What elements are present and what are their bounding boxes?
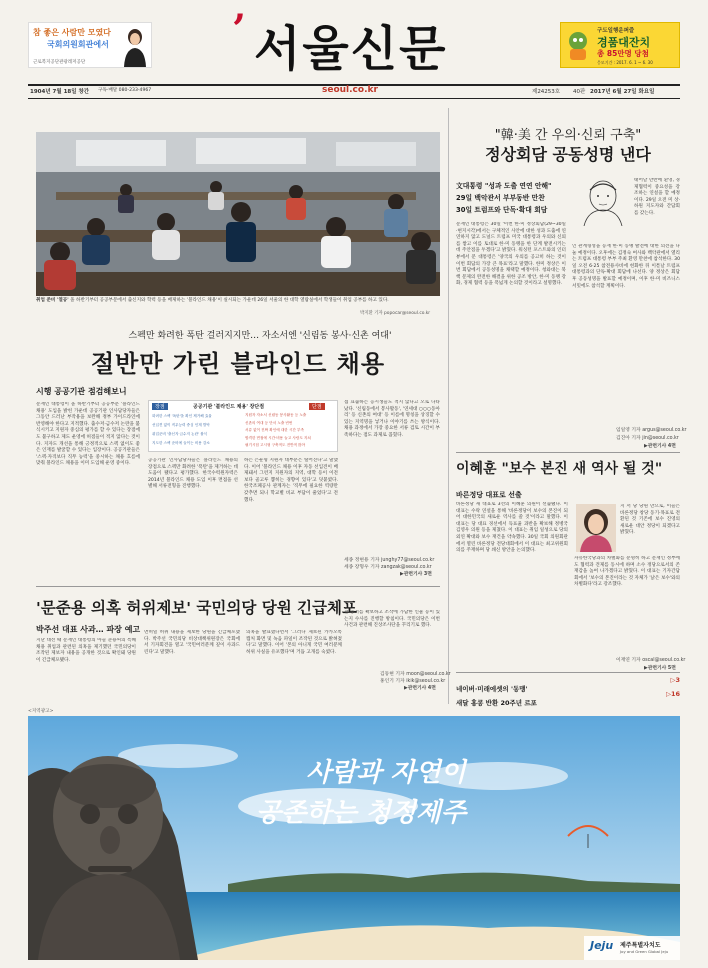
section-divider-right [456,452,680,453]
infobox-pro-label: 장점 [152,403,168,410]
index-item-page: ▷3 [670,676,680,684]
masthead-founded: 1904년 7월 18일 창간 [30,89,90,95]
right-story1-kicker: "韓·美 간 우의·신뢰 구축" [494,128,642,143]
pros-list [152,412,240,448]
right-story2-body-col2: 자유한국당과의 차별화를 분명히 하고 문재인 정부에도 협력과 견제를 동시에 하며 소수 정당으로서의 존재감을 높여 나가겠다고 밝혔다. 이 대표는 기자간담회에서 '보수의 본진이라는 것 자체가 '낡은 보수'와의 차별화다'라고 강조했다. [574,556,680,588]
right-story2-subhead: 바른정당 대표로 선출 [456,491,522,499]
ad-left-person-image [121,25,149,67]
masthead-pages: 40판 [573,89,586,95]
photo-caption-text: 올 하반기부터 공공부문에서 출신지와 학력 등을 배제하는 '블라인드 채용'이 실시되는 가운데 26일 서울의 한 대학 열람실에서 학생들이 취업 공부를 하고 있다. [70,298,389,303]
ad-left-headline: 참 좋은 사람만 모였다 [33,28,111,37]
right-story2-jump[interactable]: ▶관련기사 5면 [644,666,676,671]
top-story-byline-2: 세종 장형우 기자 zangzak@seoul.co.kr [344,565,432,570]
top-story-subhead: 시행 공공기관 점검해보니 [36,387,127,396]
pros-cons-infobox [148,400,338,452]
index-item-label: 새달 홍콩 반환 20주년 르포 [456,699,537,707]
right-story1-deck2: 29일 백악관서 부부동반 만찬 [456,194,545,202]
top-story-body-col3: 하는 은둔형 지원자 대부분은 떨어진다'고 말했다. 이어 '블라인드 채용 이후 자동 선입견이 배제돼서 그런지 지원자의 지역, 대학 등이 이전보다 골고루 뽑히는 경향이 있다'고 덧붙였다. 한국조폐공사 관계자는 '직무에 필요한 역량만 갖추면 되니 학교별 비교 부담이 줄었다'고 전했다. [244,458,338,503]
bottom-story-body-col1: 지난 대선 때 문재인 대통령의 아들 준용씨의 특혜채용 취업과 관련된 의혹을 제기했던 국민의당이 조작된 제보자 내용을 공개한 것으로 확인돼 당원이 긴급체포됐다. [36,638,136,663]
infobox-title: 공공기관 '블라인드 채용' 장단점 [193,404,265,410]
photo-caption [36,298,440,304]
pro-item: 선입견 없이 직무능력 중심 인재 발탁 [152,423,210,427]
infobox-con-label: 단점 [309,403,325,410]
top-story-body-col4: 접 표출하는 응시생들도 적지 않다고 오로 나타났다. '신림동에서 봉사활동', '연세대 ○○○동아리' 등 신촌의 여대' 등 이름에 명칭을 상징할 수 있는 지역명을 넣거나 이야기를 쓰는 방식이다. 채용 과정에서 가장 중요한 서류 검토 시간이 부족하다는 점도 과제로 꼽혔다. [344,400,440,438]
ad-left-subline: 국회의원회관에서 [47,40,109,49]
bottom-story-byline: 김동현 기자 moon@seoul.co.kr [380,672,451,677]
right-story1-headline[interactable]: 정상회담 공동성명 낸다 [485,145,651,164]
right-story2-byline: 이재연 기자 oscal@seoul.co.kr [616,658,686,663]
library-study-scene-image [36,132,440,296]
con-item: 합격한 면접에 시간·비용 늘고 사람도 지쳐 [245,435,311,440]
con-item: 서류 없이 진짜 확인에 대한 시간 부족 [245,428,304,432]
jeju-brand-name: 제주특별자치도 [620,942,661,949]
con-item: 신촌의 여대 등 단서 노출 빈번 [245,420,293,425]
photo-credit: 박지환 기자 popocar@seoul.co.kr [360,311,431,316]
masthead-subscription: 구독·배달 080-233-4967 [98,88,152,93]
con-item: 지원자 자소서 신림동 봉사활동 등 노출 [245,413,307,417]
bottom-story-body-col3: 의혹을 발표했다면서 '그러나 제보된 카카오톡 캡처 화면 및 녹음 파일이 조작된 것으로 밝혀졌다'고 말했다. 이어 '본의 아니게 국민 여러분께 허위 사실을 유포했다'며 거듭 고개를 숙였다. [246,630,342,655]
index-item[interactable] [456,676,680,693]
bottom-story-jump[interactable]: ▶관련기사 4면 [404,686,436,691]
bottom-story-body-col2: 면허일 허위 내용을 제보한 당원을 긴급체포했다. 박주선 국민의당 비상대책위원장은 국회에서 기자회견을 열고 '국민여러분께 깊이 사과드린다'고 말했다. [144,630,240,655]
top-story-jump[interactable]: ▶관련기사 3면 [400,572,432,577]
lee-hye-hoon-photo[interactable] [576,504,616,552]
right-story2-side-text: 지 서 당 당원 만으로, 이들은 바른정당 창당 동기·목표로 전환된 것 기존에 보수 진영의 새로운 대안 정당이 되겠다고 밝혔다. [620,504,680,536]
logo-text: 서울신문 [254,21,448,77]
top-story-body-col1: 문재인 대통령이 올 하반기부터 공공부문 '블라인드 채용' 도입을 밝힌 가운데 공공기관 인사담당자들은 그동안 드러난 부작용을 보완해 정부 가이드라인에 반영해야 한다고 지적했다. 출수저·금수저 논란을 불식시키고 지원자 중심의 평가를 할 수 있다는 장점에도 불구하고 제도 운영에 허점들이 적지 않다는 것이다. 지자도 개선을 통해 긍정적으로 스펙 없이도 좋은 인재를 발굴할 수 있다는 입장이다. 공공기관들은 '스펙·자격보다 직무 능력'을 중시하는 채용 흐름에 맞춰 블라인드 채용을 이미 도입해 운영 중이다. [36,402,140,467]
right-story1-deck3: 30일 트럼프와 단독·확대 회담 [456,206,548,214]
masthead-logo[interactable] [232,6,482,77]
top-story-kicker: 스펙만 화려한 폭탄 걸러지지만… 자소서엔 '신림동 봉사·신촌 여대' [128,331,392,341]
bottom-story-subhead: 박주선 대표 사과… 파장 예고 [36,625,141,634]
masthead-date: 2017년 6월 27일 화요일 [590,89,655,95]
right-story2-headline[interactable]: 이혜훈 "보수 본진 새 역사 될 것" [456,461,663,477]
ad-right-prize: 총 85만명 당첨 [597,49,649,58]
column-divider [448,108,449,704]
pro-item: 취업준비 '출신지·금수저 논란' 불식 [152,432,208,436]
index-item-label: 네이버·미래에셋의 '동맹' [456,685,528,693]
bottom-story-byline-2: 홍인기 기자 ikik@seoul.co.kr [380,679,446,684]
con-item: 필기시험 고시형 구축적도 전반적 많아 [245,443,306,447]
right-story1-body-col2: 인 관계형성을 등재 한·미 동맹 발전에 대한 의견을 나눌 예정이다. 오후에는 김정숙 여사와 백악관에서 열리는 트럼프 대통령 부부 주최 환영 만찬에 참석한다. 30일 오전 6·25 참전용사비에 헌화한 뒤 이튿날 트럼프 대통령과의 단독·확대 회담에 나선다. 양 정상은 회담 후 공동성명을 발표할 예정이며, 이후 한·미 비즈니스 서밋에도 참석할 계획이다. [572,244,680,289]
ad-left-org: 근로복지공단관광레저공단 [33,60,86,65]
pro-item: 화려한 스펙 '폭탄'을 확인 제거해 효율 [152,414,212,418]
pro-item: 지도한 스펙 준비에 들이는 비용 감소 [152,441,210,445]
masthead-rule-bottom [28,98,680,99]
index-item-page: ▷16 [665,690,680,698]
jeju-brand-logo: Jeju [590,939,614,952]
photo-caption-label: 취업 준비 '열공' [36,298,69,303]
jeju-slogan-line1: 사람과 자연이 [306,758,466,788]
top-story-headline[interactable]: 절반만 가린 블라인드 채용 [90,350,386,378]
logo-accent-mark: ’ [232,6,246,53]
ad-right-title: 구도일행운퍼즐 [597,28,635,34]
right-story1-side-text: 태어날 만반에 환영, 경제협력이 중요성을 강조하는 연설을 할 예정이다. 29일 오전 미 상·하원 지도자와 간담회를 갖는다. [634,178,680,216]
moon-portrait-sketch [576,176,630,226]
right-story1-deck1: 文대통령 "성과 도출 연연 안해" [456,182,552,190]
right-story1-byline-1: 임일영 기자 argus@seoul.co.kr [616,428,687,433]
jeju-slogan-line2: 공존하는 청정제주 [256,798,466,828]
bottom-story-body-col4: 관 증거를 확보하고 조작에 가담한 인물 등이 있는지 수사를 진행할 방침이다. 국민의당은 이번 사건과 관련해 진상조사단을 꾸리기로 했다. [344,610,440,629]
ad-right[interactable] [560,22,680,68]
right-story1-byline-2: 김진아 기자 jin@seoul.co.kr [616,436,679,441]
masthead-url[interactable]: seoul.co.kr [322,85,378,95]
jeju-brand-box[interactable] [584,936,680,960]
index-divider [456,672,680,673]
bottom-story-headline[interactable]: '문준용 의혹 허위제보' 국민의당 당원 긴급체포 [36,599,357,617]
ad-right-fine: 응모기간 : 2017. 6. 1 ~ 6. 30 [597,60,653,65]
masthead-issue: 제24253호 [532,89,561,95]
index-item[interactable] [456,690,680,707]
ad-right-mascot [565,31,591,61]
right-story1-body-col1: 문재인 대통령은 30일 '이번 한·미 정상회담(29~30일·현지시각)에서는 구체적인 사안에 대한 성과 도출에 연연하지 않고 도널드 트럼프 미국 대통령과 우의와 신뢰를 쌓고 이를 토대로 한·미 동맹을 한 단계 발전시키는 데 주안점을 두겠다'고 밝혔다. 워싱턴 포스트와의 인터뷰에서 문 대통령은 '양국의 우의를 공고히 하는 것이 이번 회담의 가장 큰 목표'라고 말했다. 한미 정상은 이번 회담에서 공동성명을 채택할 예정이다. 청와대는 북핵 문제의 완전한 해결을 위한 공조 방안, 한·미 동맹 강화, 경제 협력 등을 폭넓게 논의할 것이라고 설명했다. [456,222,566,287]
cons-list [245,412,337,450]
jeju-brand-tag: Joy and Green Global Jeju [620,949,669,954]
top-story-body-col2: 공공기관 인사담당자들은 블라인드 채용의 장점으로 스펙만 화려한 '폭탄'을 제거하는 데 도움이 됐다고 평가했다. 한국수력원자력은 2014년 블라인드 채용 도입 이후 면접을 선별해 서류전형을 진행했다. [148,458,238,490]
ad-right-main: 경품대잔치 [597,36,651,49]
jeju-tourism-ad[interactable] [28,716,680,960]
top-story-photo[interactable] [36,132,440,296]
ad-left[interactable] [28,22,152,68]
jeju-ad-sponsor-label: <지역광고> [28,709,54,714]
section-divider-top-story [36,586,440,587]
right-story2-body-col1: 바른정당 새 대표로 3선의 이혜훈 의원이 선출됐다. 이 대표는 수락 연설을 통해 '바른정당이 보수의 본진이 되어 대한민국의 새로운 역사를 쓸 것'이라고 말했다. 이 대표는 당 대표 경선에서 득표율 과반을 확보해 정병국 김영우 의원 등을 제쳤다. 이 대표는 취임 일성으로 당의 외연 확대와 보수 재건을 약속했다. 30일 국회 의원회관에서 열린 바른정당 전당대회에서 이 대표는 최고위원회의를 주재하며 당 쇄신 방안을 논의했다. [456,502,568,554]
top-story-byline-1: 세종 정현용 기자 junghy77@seoul.co.kr [344,558,435,563]
right-story1-jump[interactable]: ▶관련기사 4면 [644,444,676,449]
